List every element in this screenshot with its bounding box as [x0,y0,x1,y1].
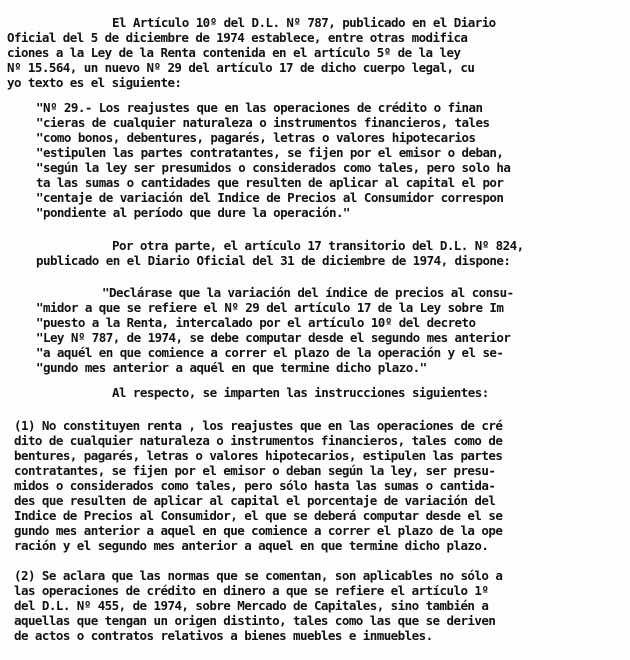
intro-line-1: El Artículo 10º del D.L. Nº 787, publicado en el Diario [112,15,496,30]
transitorio-line-2: publicado en el Diario Oficial del 31 de diciembre de 1974, dispone: [36,253,511,268]
instruction-1-line-6: des que resulten de aplicar al capital el porcentaje de variación del [14,493,496,508]
quote-29-line-2: "cieras de cualquier naturaleza o instrumentos financieros, tales [36,115,490,130]
quote-transitorio-line-2: "midor a que se refiere el Nº 29 del artículo 17 de la Ley sobre Im [36,300,504,315]
quote-29-line-6: ta las sumas o cantidades que resulten de aplicar al capital el por [36,175,504,190]
quote-29-line-4: "estipulen las partes contratantes, se fijen por el emisor o deban, [36,145,504,160]
instruction-1-line-4: contratantes, se fijen por el emisor o deban según la ley, ser presu- [14,463,496,478]
transitorio-line-1: Por otra parte, el artículo 17 transitorio del D.L. Nº 824, [112,238,524,253]
quote-transitorio-line-1: "Declárase que la variación del índice de precios al consu- [102,285,514,300]
quote-29-line-1: "Nº 29.- Los reajustes que en las operaciones de crédito o finan [36,100,483,115]
intro-line-2: Oficial del 5 de diciembre de 1974 establece, entre otras modifica [7,30,468,45]
instruction-2-line-1: (2) Se aclara que las normas que se comentan, son aplicables no sólo a [14,568,503,583]
instruction-1-line-9: ración y el segundo mes anterior a aquel en que termine dicho plazo. [14,538,489,553]
quote-29-line-5: "según la ley ser presumidos o considerados como tales, pero solo ha [36,160,511,175]
instruction-1-line-8: gundo mes anterior a aquel en que comience a correr el plazo de la ope [14,523,503,538]
quote-transitorio-line-3: "puesto a la Renta, intercalado por el artículo 10º del decreto [36,315,476,330]
quote-29-line-8: "pondiente al período que dure la operación." [36,205,350,220]
instruction-2-line-2: las operaciones de crédito en dinero a que se refiere el artículo 1º [14,583,489,598]
instruction-1-line-2: dito de cualquier naturaleza o instrumentos financieros, tales como de [14,433,503,448]
instruction-1-line-7: Indice de Precios al Consumidor, el que se deberá computar desde el se [14,508,503,523]
instructions-heading: Al respecto, se imparten las instrucciones siguientes: [112,385,489,400]
quote-transitorio-line-5: "a aquél en que comience a correr el plazo de la operación y el se- [36,345,504,360]
intro-line-3: ciones a la Ley de la Renta contenida en el artículo 5º de la ley [7,45,461,60]
intro-line-4: Nº 15.564, un nuevo Nº 29 del artículo 17 de dicho cuerpo legal, cu [7,60,475,75]
quote-29-line-7: "centaje de variación del Indice de Precios al Consumidor correspon [36,190,504,205]
intro-line-5: yo texto es el siguiente: [7,75,182,90]
instruction-2-line-5: de actos o contratos relativos a bienes muebles e inmuebles. [14,628,433,643]
instruction-1-line-5: midos o considerados como tales, pero sólo hasta las sumas o cantida- [14,478,496,493]
instruction-1-line-3: bentures, pagarés, letras o valores hipotecarios, estipulen las partes [14,448,503,463]
quote-transitorio-line-6: "gundo mes anterior a aquél en que termine dicho plazo." [36,360,427,375]
instruction-2-line-3: del D.L. Nº 455, de 1974, sobre Mercado de Capitales, sino también a [14,598,489,613]
quote-transitorio-line-4: "Ley Nº 787, de 1974, se debe computar desde el segundo mes anterior [36,330,511,345]
quote-29-line-3: "como bonos, debentures, pagarés, letras o valores hipotecarios [36,130,476,145]
instruction-2-line-4: aquellas que tengan un origen distinto, tales como las que se deriven [14,613,496,628]
instruction-1-line-1: (1) No constituyen renta , los reajustes que en las operaciones de cré [14,418,503,433]
